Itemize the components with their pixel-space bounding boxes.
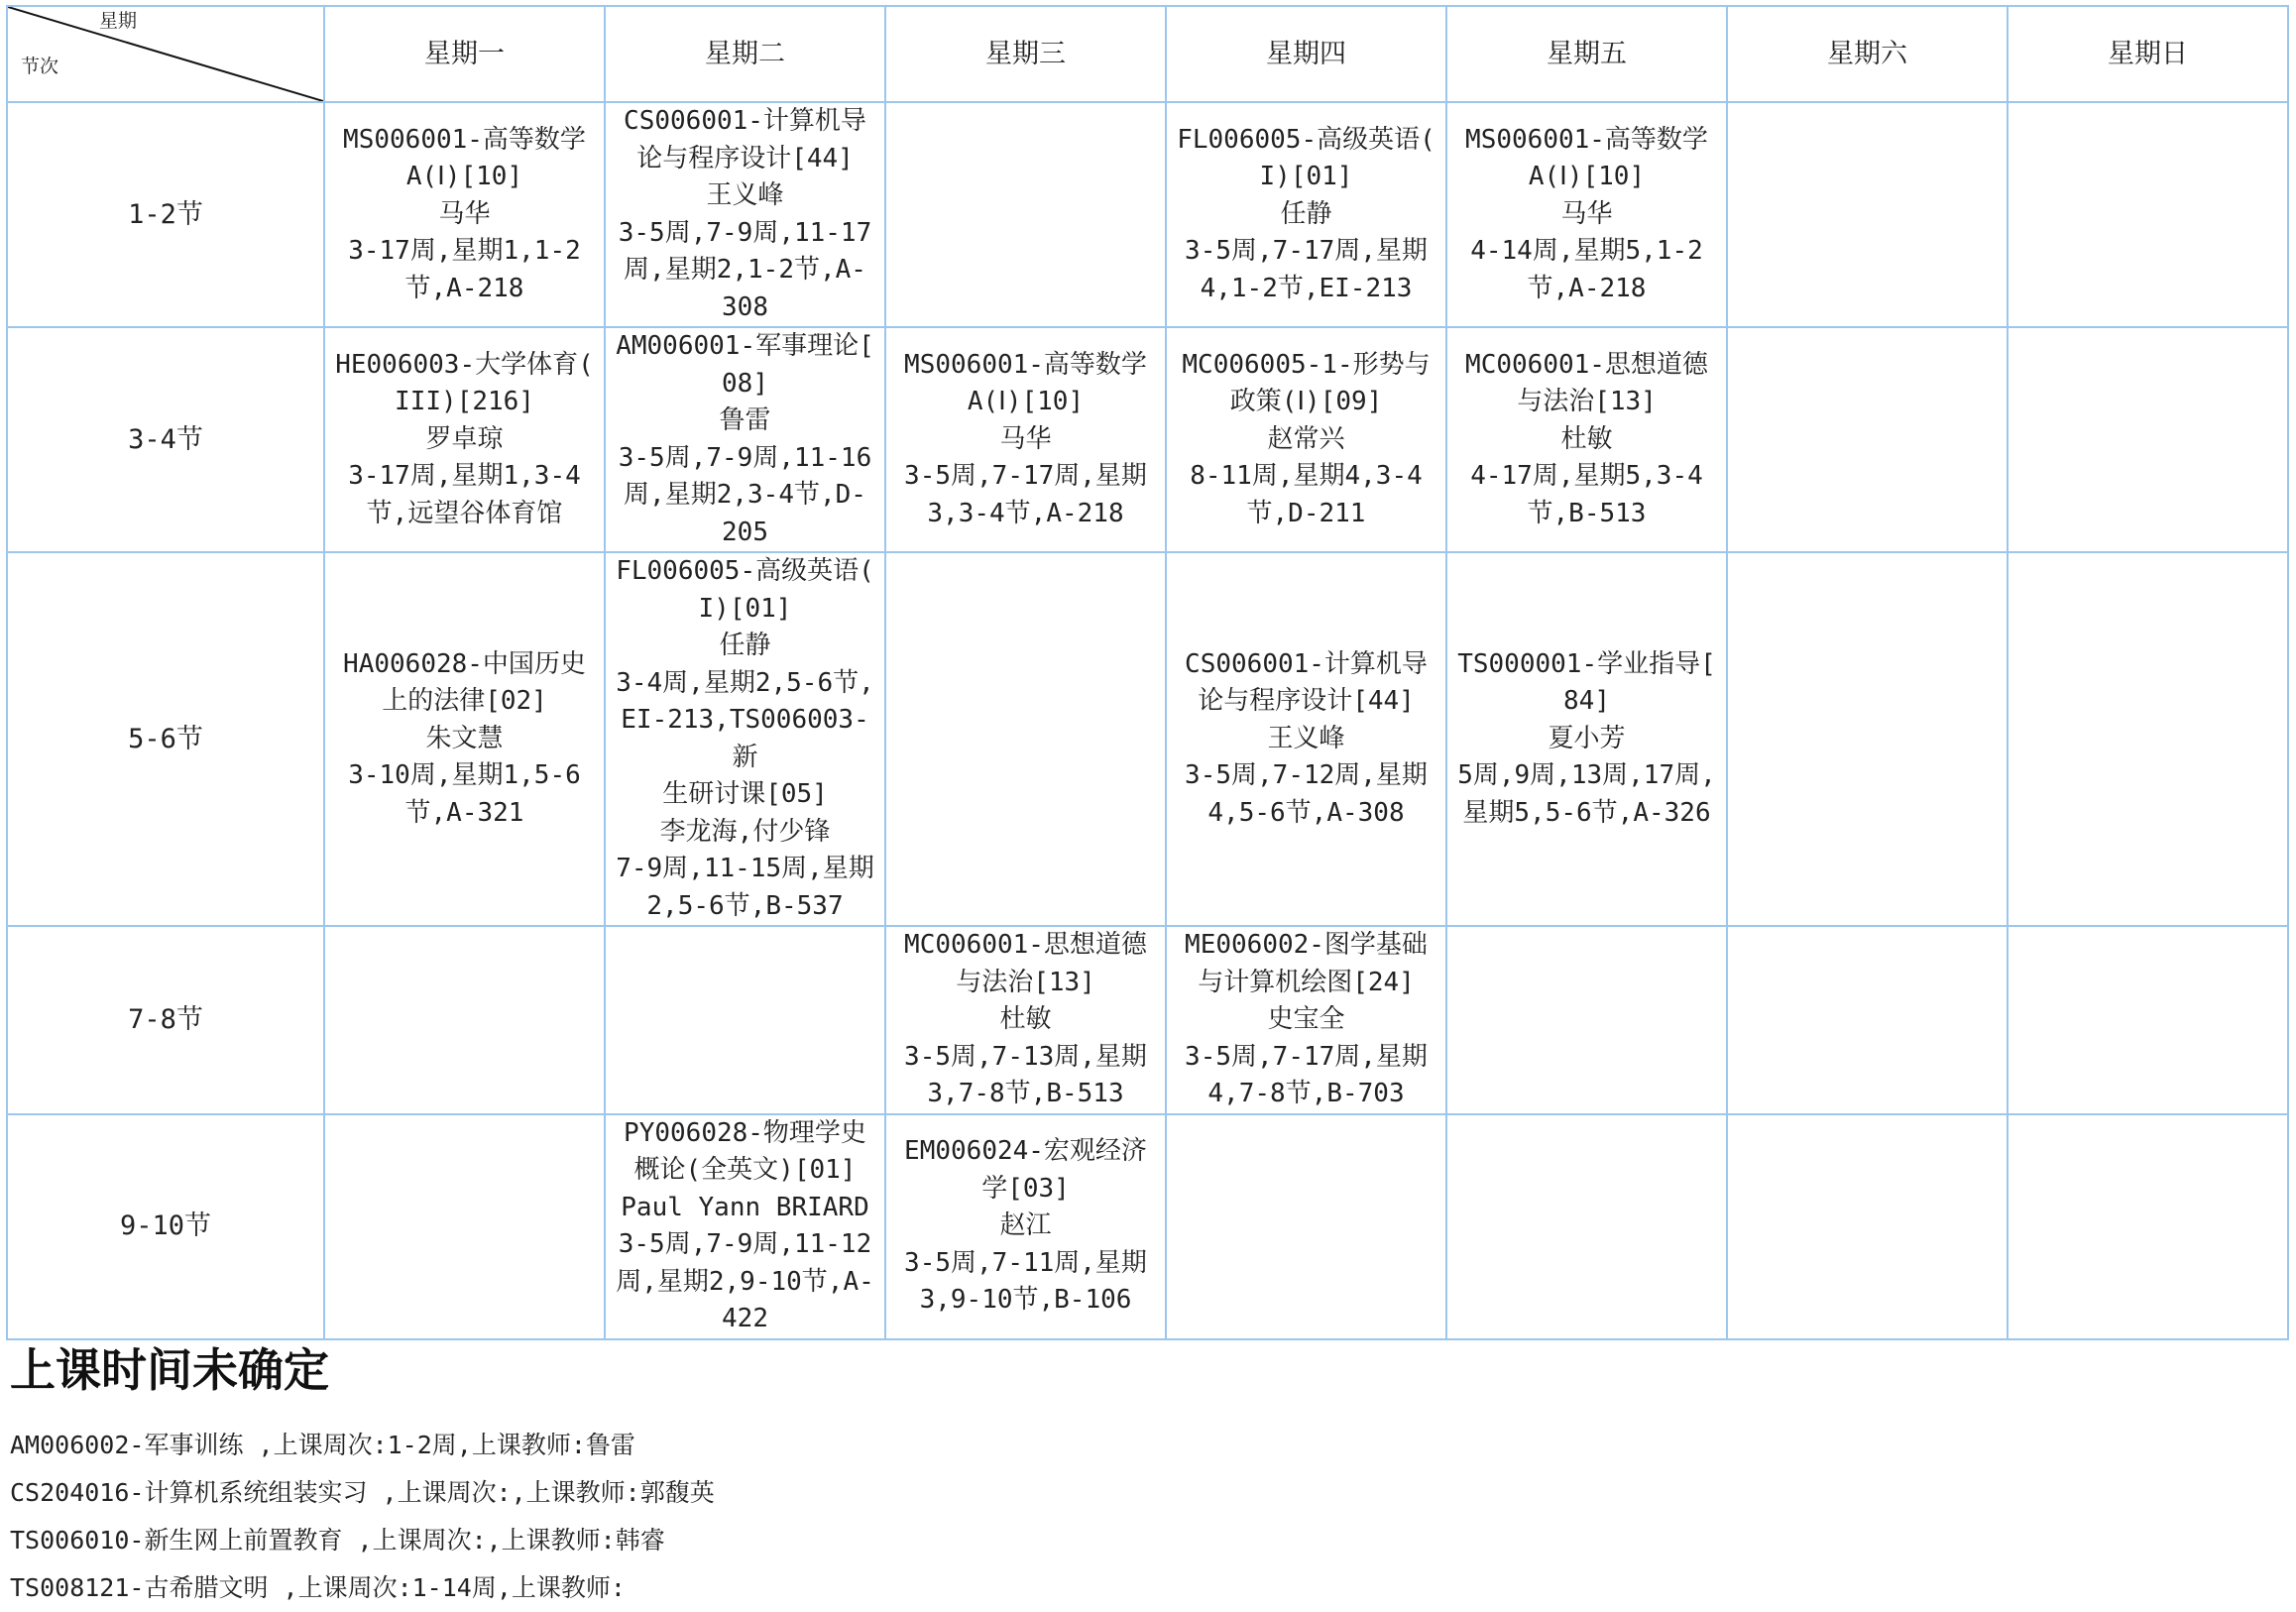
period-label: 7-8节 (7, 926, 324, 1114)
schedule-cell[interactable] (605, 552, 885, 926)
course-entry[interactable] (329, 646, 600, 833)
course-entry-line: AM006001-军事理论[ (616, 331, 874, 361)
schedule-cell[interactable] (324, 102, 605, 327)
course-entry-line: CS006001-计算机导 (624, 106, 866, 136)
course-entry-line: 罗卓琼 (425, 423, 504, 454)
course-entry-line: 马华 (438, 198, 491, 229)
schedule-cell[interactable] (885, 327, 1166, 552)
course-entry-line: 与法治[13] (956, 967, 1095, 997)
course-entry[interactable] (329, 347, 600, 533)
course-entry-line: 任静 (1280, 198, 1332, 229)
course-entry-line: 史宝全 (1267, 1004, 1345, 1034)
corner-weekday-label: 星期 (99, 10, 138, 32)
course-entry-line: 8-11周,星期4,3-4 (1190, 461, 1423, 492)
course-entry-line: 3-5周,7-9周,11-16 (618, 442, 872, 473)
course-entry-line: 3,7-8节,B-513 (927, 1079, 1124, 1108)
course-entry-line: 3-5周,7-17周,星期 (1185, 236, 1428, 267)
period-label: 5-6节 (7, 552, 324, 926)
course-entry-line: 论与程序设计[44] (636, 143, 854, 173)
course-entry[interactable] (610, 553, 880, 925)
course-entry-line: 周,星期2,3-4节,D- (624, 480, 866, 510)
schedule-cell (324, 1114, 605, 1339)
course-entry-line: 节,B-513 (1527, 498, 1647, 528)
period-row (7, 102, 2288, 327)
schedule-cell (1446, 1114, 1727, 1339)
day-header: 星期日 (2008, 6, 2288, 102)
schedule-cell (2008, 1114, 2288, 1339)
schedule-cell[interactable] (324, 552, 605, 926)
schedule-cell (1446, 926, 1727, 1114)
course-entry-line: HA006028-中国历史 (343, 648, 586, 679)
course-entry-line: CS006001-计算机导 (1185, 648, 1428, 679)
course-entry-line: 王义峰 (1267, 723, 1345, 753)
course-entry-line: 夏小芳 (1548, 723, 1626, 753)
course-entry-line: III)[216] (395, 387, 534, 417)
course-entry-line: 与计算机绘图[24] (1198, 967, 1415, 997)
course-entry-line: EM006024-宏观经济 (904, 1136, 1147, 1167)
course-entry-line: 概论(全英文)[01] (633, 1155, 857, 1185)
course-entry-line: 杜敏 (999, 1004, 1052, 1034)
corner-period-label: 节次 (21, 56, 59, 77)
schedule-cell[interactable] (1166, 102, 1446, 327)
course-entry-line: 3-10周,星期1,5-6 (348, 760, 581, 791)
schedule-cell[interactable] (605, 102, 885, 327)
schedule-cell[interactable] (605, 327, 885, 552)
course-entry-line: 论与程序设计[44] (1198, 686, 1415, 717)
course-entry-line: A(Ⅰ)[10] (405, 162, 523, 192)
course-entry-line: 学[03] (981, 1173, 1070, 1204)
course-entry-line: 3-5周,7-17周,星期 (1185, 1041, 1428, 1072)
course-entry-line: A(Ⅰ)[10] (967, 387, 1085, 417)
unscheduled-course-list (10, 1422, 715, 1612)
header-row (7, 6, 2288, 102)
course-entry-line: 5周,9周,13周,17周, (1457, 760, 1716, 791)
course-entry-line: HE006003-大学体育( (335, 349, 594, 380)
course-entry-line: FL006005-高级英语( (616, 556, 874, 586)
course-entry-line: PY006028-物理学史 (624, 1117, 866, 1148)
schedule-cell (1166, 1114, 1446, 1339)
course-entry-line: 4-17周,星期5,3-4 (1470, 461, 1703, 492)
schedule-cell[interactable] (1446, 552, 1727, 926)
course-entry[interactable] (890, 1133, 1161, 1320)
timetable (6, 5, 2289, 1340)
course-entry[interactable] (1171, 927, 1441, 1113)
course-entry-line: 节,D-211 (1246, 498, 1366, 528)
course-entry-line: MS006001-高等数学 (904, 349, 1147, 380)
course-entry-line: 生研讨课[05] (662, 779, 828, 809)
course-entry[interactable] (890, 347, 1161, 533)
day-header: 星期四 (1166, 6, 1446, 102)
course-entry-line: 节,远望谷体育馆 (366, 498, 563, 528)
course-entry-line: MS006001-高等数学 (343, 124, 586, 155)
course-entry[interactable] (610, 1115, 880, 1338)
course-entry-line: EI-213,TS006003-新 (621, 705, 869, 772)
course-entry-line: ME006002-图学基础 (1185, 930, 1428, 960)
course-entry[interactable] (890, 927, 1161, 1113)
unscheduled-course-item: CS204016-计算机系统组装实习 ,上课周次:,上课教师:郭馥英 (10, 1478, 715, 1507)
course-entry-line: 节,A-218 (404, 273, 524, 303)
schedule-cell (2008, 102, 2288, 327)
schedule-cell[interactable] (324, 327, 605, 552)
schedule-cell (2008, 552, 2288, 926)
schedule-cell (885, 552, 1166, 926)
course-entry-line: 3,9-10节,B-106 (919, 1285, 1132, 1316)
course-entry-line: 4,1-2节,EI-213 (1200, 273, 1413, 303)
course-entry-line: 杜敏 (1560, 423, 1613, 454)
course-entry[interactable] (1171, 347, 1441, 533)
day-header: 星期二 (605, 6, 885, 102)
schedule-cell (605, 926, 885, 1114)
course-entry-line: 王义峰 (706, 180, 784, 210)
course-entry-line: 节,A-218 (1527, 273, 1647, 303)
course-entry[interactable] (329, 122, 600, 308)
course-entry[interactable] (1451, 347, 1722, 533)
course-entry-line: I)[01] (1259, 162, 1353, 192)
course-entry-line: 3-5周,7-9周,11-17 (618, 217, 872, 248)
course-entry-line: A(Ⅰ)[10] (1528, 162, 1646, 192)
course-entry-line: 3-5周,7-9周,11-12 (618, 1229, 872, 1259)
schedule-cell (1727, 552, 2008, 926)
course-entry-line: 08] (722, 368, 768, 399)
course-entry-line: 鲁雷 (719, 405, 771, 435)
course-entry-line: 2,5-6节,B-537 (646, 890, 844, 921)
course-entry-line: MC006001-思想道德 (904, 930, 1147, 960)
course-entry-line: 赵江 (999, 1210, 1052, 1241)
course-entry-line: 节,A-321 (404, 797, 524, 828)
period-row (7, 1114, 2288, 1339)
course-entry-line: 3-17周,星期1,1-2 (348, 236, 581, 267)
course-entry-line: 84] (1563, 686, 1610, 717)
course-entry-line: MC006005-1-形势与 (1182, 349, 1431, 380)
course-entry-line: 3-5周,7-13周,星期 (904, 1041, 1147, 1072)
schedule-cell[interactable] (1166, 926, 1446, 1114)
corner-header (7, 6, 324, 102)
course-entry-line: MS006001-高等数学 (1465, 124, 1708, 155)
period-row (7, 552, 2288, 926)
schedule-cell (1727, 926, 2008, 1114)
schedule-cell (324, 926, 605, 1114)
schedule-cell[interactable] (1446, 327, 1727, 552)
course-entry-line: 4,5-6节,A-308 (1207, 797, 1405, 828)
course-entry[interactable] (1171, 646, 1441, 833)
day-header: 星期一 (324, 6, 605, 102)
course-entry-line: 与法治[13] (1517, 387, 1657, 417)
course-entry-line: FL006005-高级英语( (1177, 124, 1435, 155)
period-row (7, 327, 2288, 552)
schedule-cell[interactable] (1166, 552, 1446, 926)
course-entry-line: I)[01] (698, 593, 792, 624)
course-entry-line: 422 (722, 1304, 768, 1333)
course-entry[interactable] (1171, 122, 1441, 308)
period-label: 1-2节 (7, 102, 324, 327)
schedule-cell (1727, 102, 2008, 327)
course-entry[interactable] (1451, 122, 1722, 308)
course-entry-line: 周,星期2,9-10节,A- (616, 1266, 874, 1297)
course-entry-line: Paul Yann BRIARD (621, 1192, 869, 1222)
schedule-cell (2008, 327, 2288, 552)
period-label: 3-4节 (7, 327, 324, 552)
period-label: 9-10节 (7, 1114, 324, 1339)
schedule-cell[interactable] (1446, 102, 1727, 327)
schedule-cell (1727, 327, 2008, 552)
course-entry-line: 3,3-4节,A-218 (927, 498, 1124, 528)
unscheduled-section-title: 上课时间未确定 (10, 1343, 329, 1397)
course-entry-line: 4-14周,星期5,1-2 (1470, 236, 1703, 267)
course-entry-line: 朱文慧 (425, 723, 504, 753)
schedule-cell[interactable] (1166, 327, 1446, 552)
unscheduled-course-item: AM006002-军事训练 ,上课周次:1-2周,上课教师:鲁雷 (10, 1431, 635, 1459)
day-header: 星期六 (1727, 6, 2008, 102)
course-entry-line: 政策(Ⅰ)[09] (1229, 387, 1383, 417)
period-row (7, 926, 2288, 1114)
course-entry[interactable] (610, 103, 880, 326)
unscheduled-course-item: TS008121-古希腊文明 ,上课周次:1-14周,上课教师: (10, 1573, 626, 1602)
course-entry-line: 3-5周,7-12周,星期 (1185, 760, 1428, 791)
course-entry-line: TS000001-学业指导[ (1457, 648, 1716, 679)
course-entry-line: MC006001-思想道德 (1465, 349, 1708, 380)
course-entry-line: 7-9周,11-15周,星期 (616, 854, 874, 883)
schedule-cell (1727, 1114, 2008, 1339)
schedule-cell (2008, 926, 2288, 1114)
course-entry-line: 任静 (719, 631, 771, 660)
day-header: 星期五 (1446, 6, 1727, 102)
schedule-cell[interactable] (885, 1114, 1166, 1339)
course-entry-line: 星期5,5-6节,A-326 (1462, 797, 1711, 828)
course-entry-line: 205 (722, 517, 768, 547)
course-entry-line: 3-4周,星期2,5-6节, (616, 667, 874, 698)
course-entry-line: 4,7-8节,B-703 (1207, 1079, 1405, 1108)
course-entry[interactable] (610, 328, 880, 551)
course-entry-line: 308 (722, 291, 768, 322)
course-entry-line: 3-5周,7-17周,星期 (904, 461, 1147, 492)
schedule-cell (885, 102, 1166, 327)
course-entry-line: 上的法律[02] (382, 686, 547, 717)
schedule-cell[interactable] (885, 926, 1166, 1114)
unscheduled-course-item: TS006010-新生网上前置教育 ,上课周次:,上课教师:韩睿 (10, 1526, 665, 1554)
course-entry-line: 周,星期2,1-2节,A- (624, 255, 866, 285)
schedule-cell[interactable] (605, 1114, 885, 1339)
day-header: 星期三 (885, 6, 1166, 102)
course-entry[interactable] (1451, 646, 1722, 833)
course-entry-line: 赵常兴 (1267, 423, 1345, 454)
course-entry-line: 马华 (999, 423, 1052, 454)
course-entry-line: 李龙海,付少锋 (659, 816, 831, 847)
diagonal-divider (8, 7, 323, 101)
course-entry-line: 3-5周,7-11周,星期 (904, 1247, 1147, 1278)
course-entry-line: 3-17周,星期1,3-4 (348, 461, 581, 492)
course-entry-line: 马华 (1560, 198, 1613, 229)
